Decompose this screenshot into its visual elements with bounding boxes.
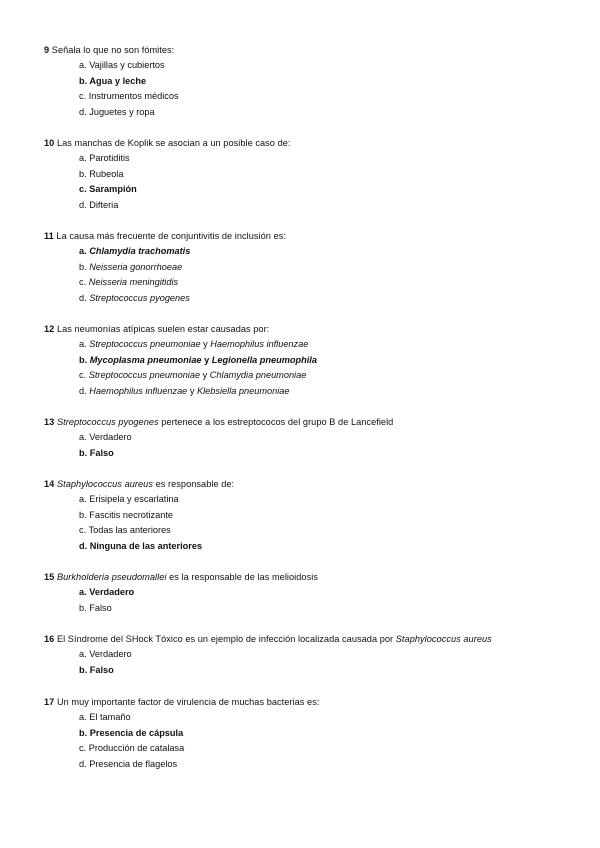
option-b-correct: b. Agua y leche — [79, 75, 147, 86]
question-number: 14 — [44, 479, 55, 489]
question-text — [44, 322, 584, 337]
question-organism: Staphylococcus aureus — [395, 634, 492, 644]
question-text — [44, 43, 584, 58]
option-c: c. Neisseria meningitidis — [79, 277, 179, 288]
question-text — [44, 415, 584, 430]
question-text — [44, 695, 584, 710]
option-b: b. Rubeola — [79, 168, 124, 179]
option-d: d. Presencia de flagelos — [79, 758, 178, 769]
question-organism: Streptococcus pyogenes — [56, 417, 159, 427]
question-stem: pertenece a los estreptococos del grupo B de Lancefield — [161, 417, 394, 427]
question-number: 12 — [44, 324, 55, 334]
option-b-correct: b. Falso — [79, 447, 114, 458]
question-text — [44, 570, 584, 585]
question-number: 16 — [44, 634, 55, 644]
option-a: a. Streptococcus pneumoniae y Haemophilus influenzae — [79, 339, 309, 349]
question-10 — [44, 136, 584, 213]
option-b: b. Fascitis necrotizante — [79, 509, 173, 520]
question-stem: Las neumonías atípicas suelen estar causadas por: — [56, 324, 270, 334]
option-d: d. Difteria — [79, 199, 119, 210]
option-d: d. Haemophilus influenzae y Klebsiella pneumoniae — [79, 385, 290, 396]
question-13 — [44, 415, 584, 461]
option-a: a. Vajillas y cubiertos — [79, 60, 165, 70]
question-9 — [44, 43, 584, 120]
option-a: a. El tamaño — [79, 712, 131, 722]
question-text — [44, 632, 584, 647]
question-12 — [44, 322, 584, 399]
option-a-correct: a. Verdadero — [79, 587, 135, 597]
option-c: c. Streptococcus pneumoniae y Chlamydia pneumoniae — [79, 370, 307, 381]
option-a: a. Parotiditis — [79, 153, 130, 163]
question-text — [44, 136, 584, 151]
question-15 — [44, 570, 584, 616]
question-number: 17 — [44, 697, 55, 707]
question-stem: El Síndrome del SHock Tóxico es un ejemplo de infección localizada causada por — [56, 634, 394, 644]
option-b-correct: b. Falso — [79, 664, 114, 675]
question-number: 13 — [44, 417, 55, 427]
question-17 — [44, 695, 584, 772]
option-b-correct: b. Presencia de cápsula — [79, 727, 184, 738]
question-11 — [44, 229, 584, 306]
question-number: 10 — [44, 138, 55, 148]
option-b: b. Falso — [79, 602, 112, 613]
option-c: c. Instrumentos médicos — [79, 91, 179, 102]
option-c: c. Todas las anteriores — [79, 525, 171, 536]
option-a: a. Verdadero — [79, 649, 132, 659]
option-a: a. Verdadero — [79, 432, 132, 442]
question-organism: Staphylococcus aureus — [56, 479, 153, 489]
question-text — [44, 229, 584, 244]
question-number: 9 — [44, 45, 50, 55]
option-d: d. Juguetes y ropa — [79, 106, 155, 117]
option-b-correct: b. Mycoplasma pneumoniae y Legionella pneumophila — [79, 354, 317, 365]
option-d: d. Streptococcus pyogenes — [79, 292, 190, 303]
question-number: 11 — [44, 231, 54, 241]
question-stem: Un muy importante factor de virulencia de muchas bacterias es: — [56, 697, 320, 707]
question-stem: La causa más frecuente de conjuntivitis de inclusión es: — [56, 231, 286, 241]
question-organism: Burkholderia pseudomallei — [56, 572, 167, 582]
question-text — [44, 477, 584, 492]
question-16 — [44, 632, 584, 678]
question-number: 15 — [44, 572, 55, 582]
option-d-correct: d. Ninguna de las anteriores — [79, 540, 203, 551]
question-stem: es responsable de: — [155, 479, 235, 489]
option-c: c. Producción de catalasa — [79, 743, 185, 754]
option-c-correct: c. Sarampión — [79, 184, 137, 195]
question-stem: Las manchas de Koplik se asocian a un posible caso de: — [56, 138, 291, 148]
question-stem: Señala lo que no son fómites: — [51, 45, 175, 55]
question-stem: es la responsable de las melioidosis — [169, 572, 318, 582]
option-a-correct: a. Chlamydia trachomatis — [79, 246, 191, 256]
option-b: b. Neisseria gonorrhoeae — [79, 261, 183, 272]
option-a: a. Erisipela y escarlatina — [79, 494, 179, 504]
question-14 — [44, 477, 584, 554]
